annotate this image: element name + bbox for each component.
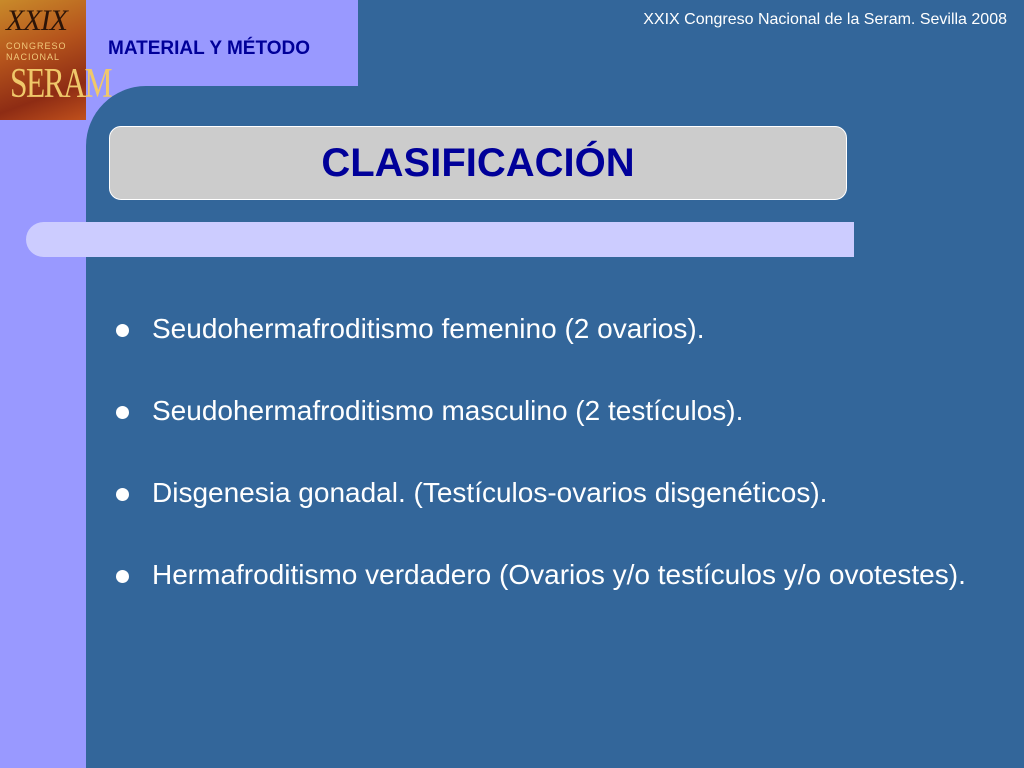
logo-congreso-text: CONGRESO xyxy=(6,41,67,51)
list-item-text: Seudohermafroditismo masculino (2 testículos). xyxy=(152,395,744,426)
slide-title: CLASIFICACIÓN xyxy=(321,140,635,185)
list-item xyxy=(114,394,994,427)
section-label: MATERIAL Y MÉTODO xyxy=(108,38,310,59)
bullet-icon xyxy=(116,488,129,501)
list-item xyxy=(114,476,994,509)
list-item-text: Hermafroditismo verdadero (Ovarios y/o testículos y/o ovotestes). xyxy=(152,559,966,590)
bullet-icon xyxy=(116,406,129,419)
list-item-text: Disgenesia gonadal. (Testículos-ovarios disgenéticos). xyxy=(152,477,828,508)
congress-logo xyxy=(0,0,112,120)
logo-roman-numeral: XXIX xyxy=(6,4,67,37)
bullet-icon xyxy=(116,570,129,583)
logo-nacional-text: NACIONAL xyxy=(6,52,61,62)
conference-title: XXIX Congreso Nacional de la Seram. Sevilla 2008 xyxy=(643,11,1007,28)
decorative-stripe xyxy=(26,222,854,257)
list-item xyxy=(114,312,994,345)
list-item-text: Seudohermafroditismo femenino (2 ovarios). xyxy=(152,313,705,344)
logo-seram-text: SERAM xyxy=(10,61,112,107)
bullet-list xyxy=(114,312,994,640)
title-box xyxy=(109,126,847,200)
bullet-icon xyxy=(116,324,129,337)
list-item xyxy=(114,558,994,591)
